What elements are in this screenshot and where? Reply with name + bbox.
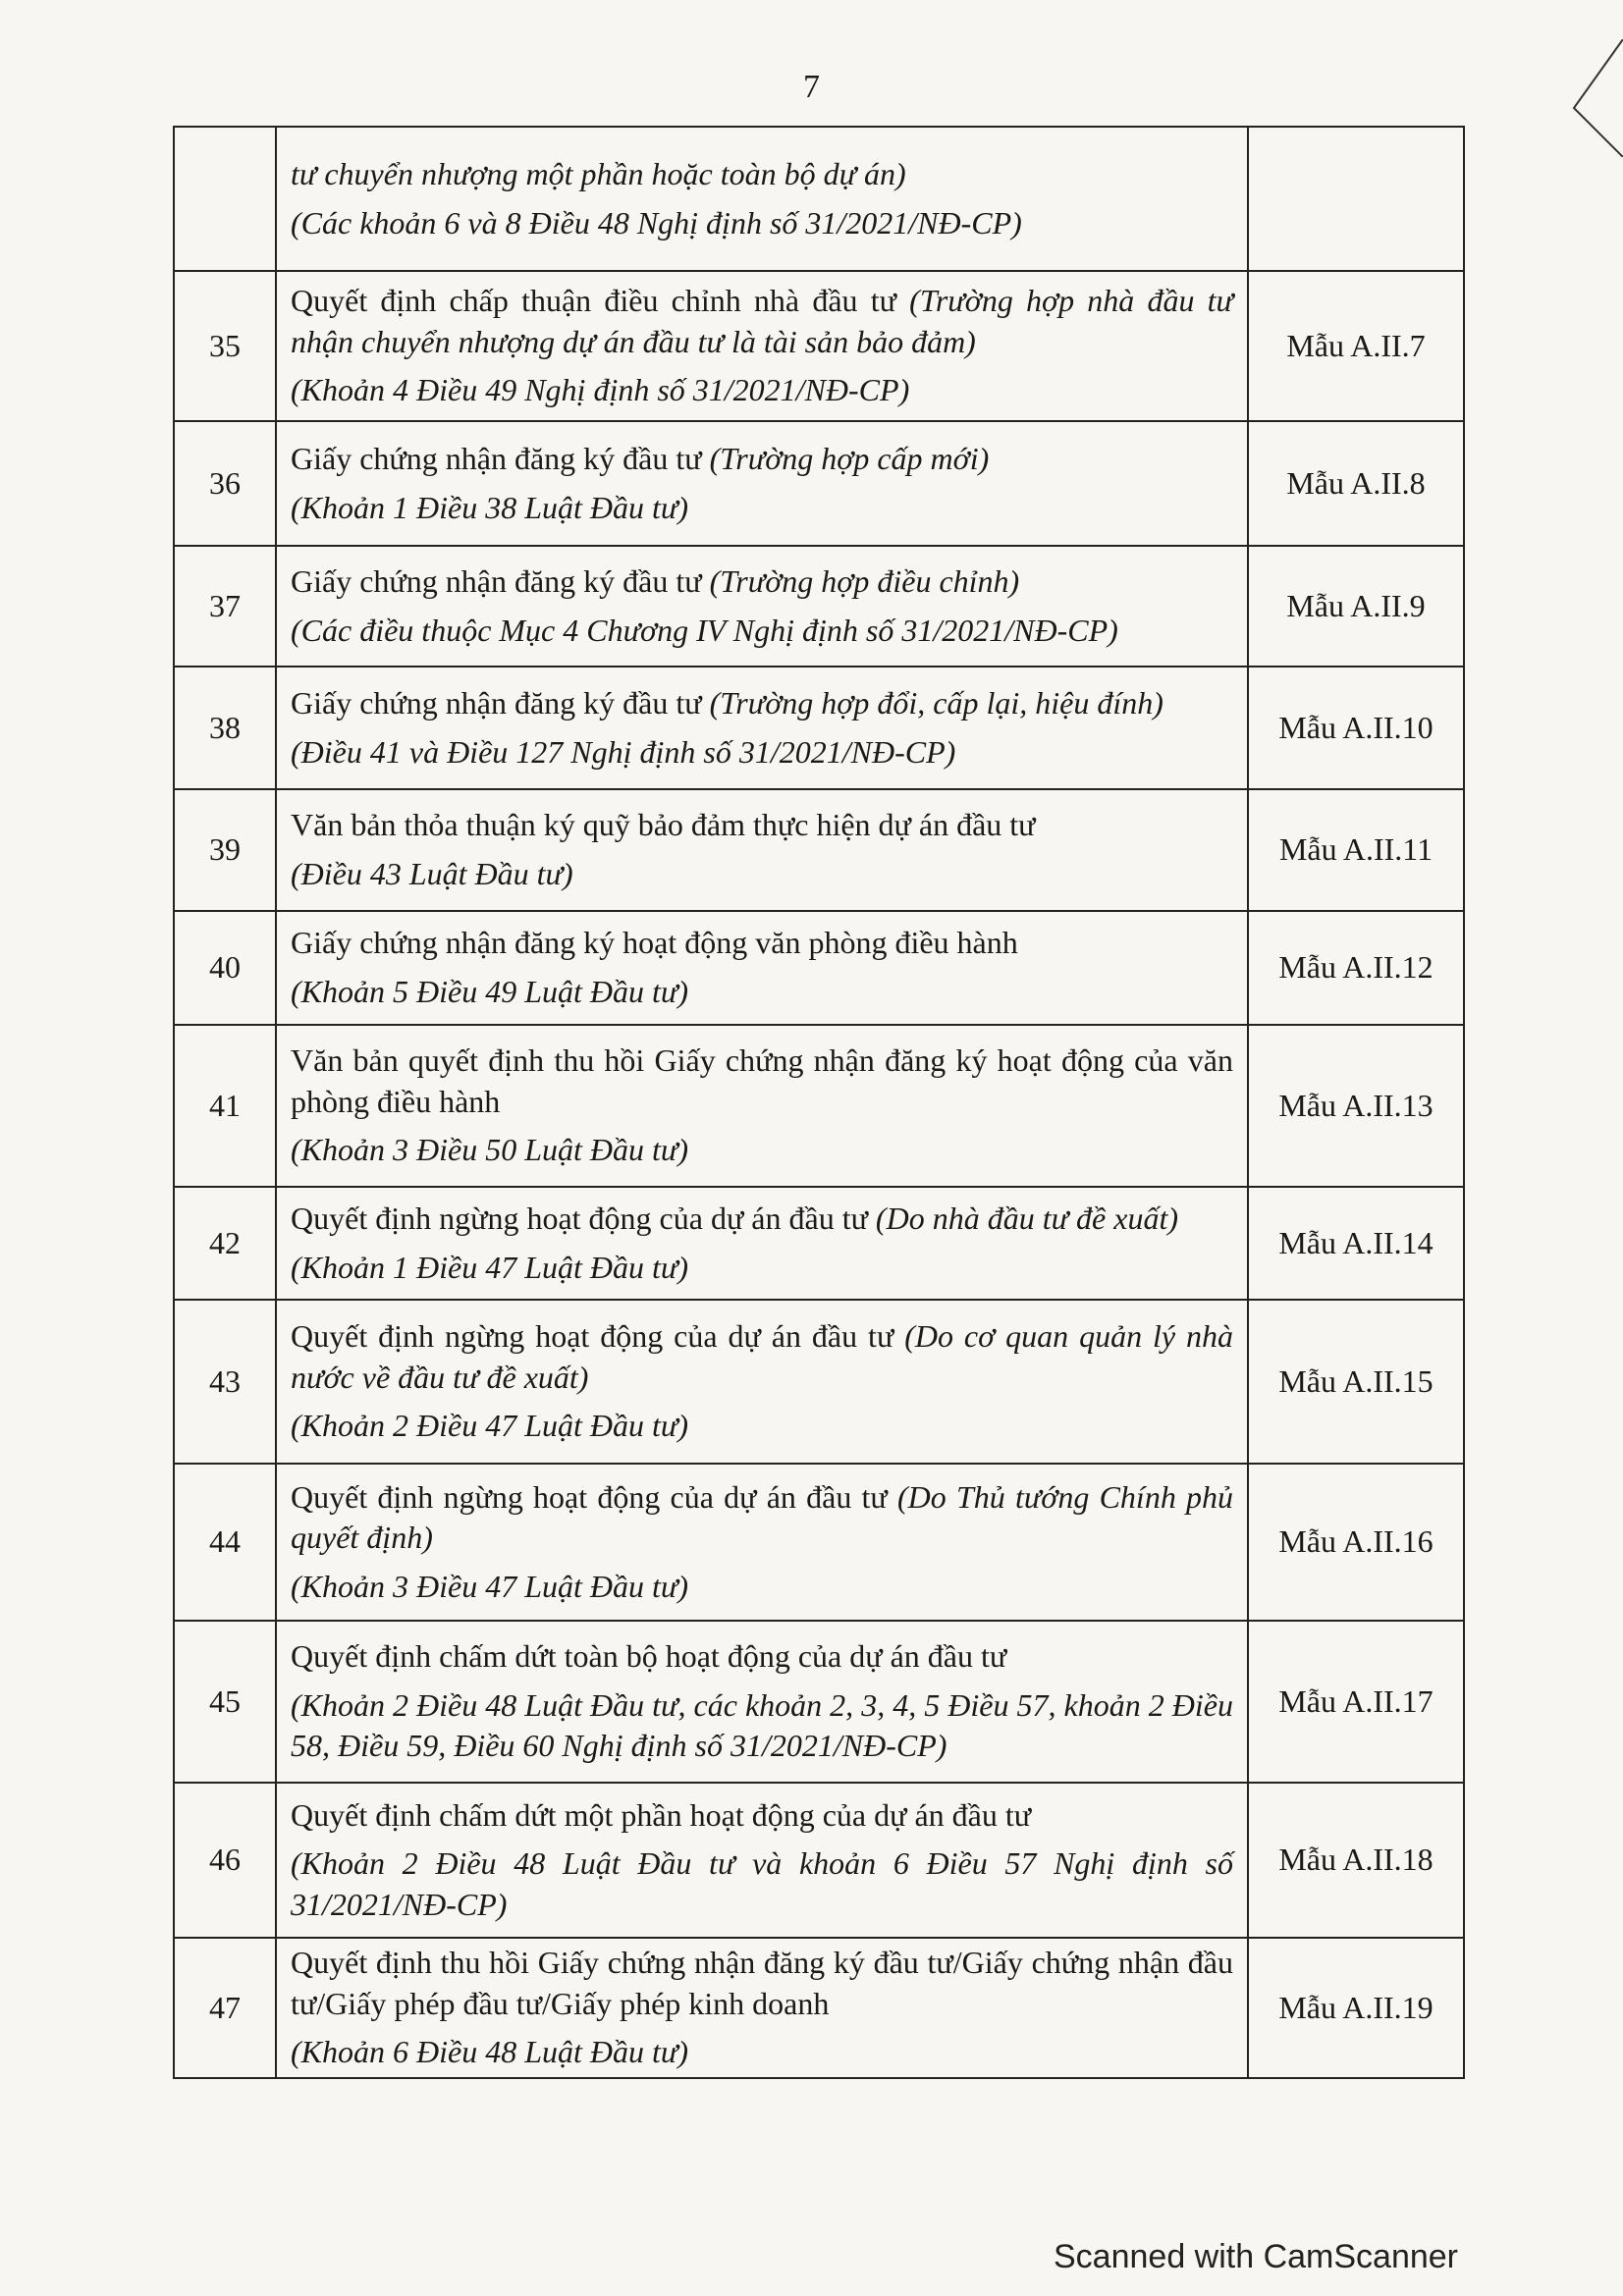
legal-reference: (Khoản 4 Điều 49 Nghị định số 31/2021/NĐ-CP) [291,372,910,408]
document-name: Giấy chứng nhận đăng ký đầu tư [291,562,702,599]
document-name: Quyết định chấm dứt toàn bộ hoạt động của dự án đầu tư [291,1638,1007,1675]
legal-reference: (Khoản 2 Điều 48 Luật Đầu tư, các khoản 2, 3, 4, 5 Điều 57, khoản 2 Điều 58, Điều 59, Điều 60 Nghị định số 31/2021/NĐ-CP) [291,1686,1233,1764]
legal-reference: (Khoản 6 Điều 48 Luật Đầu tư) [291,2034,688,2070]
table-row [174,546,1464,667]
document-name: Giấy chứng nhận đăng ký đầu tư [291,684,702,721]
legal-reference: (Khoản 3 Điều 47 Luật Đầu tư) [291,1568,688,1604]
form-code: Mẫu A.II.11 [1248,789,1464,911]
table-row [174,1025,1464,1187]
table-row [174,789,1464,911]
form-code: Mẫu A.II.13 [1248,1025,1464,1187]
form-code: Mẫu A.II.8 [1248,421,1464,546]
legal-reference: (Khoản 2 Điều 48 Luật Đầu tư và khoản 6 Điều 57 Nghị định số 31/2021/NĐ-CP) [291,1845,1233,1922]
table-row [174,271,1464,421]
document-description [276,1187,1248,1300]
legal-reference: (Điều 41 và Điều 127 Nghị định số 31/2021/NĐ-CP) [291,733,956,770]
table-row [174,1187,1464,1300]
legal-reference: (Khoản 1 Điều 38 Luật Đầu tư) [291,489,688,525]
document-name: Quyết định chấp thuận điều chỉnh nhà đầu tư [291,283,896,319]
row-number: 41 [174,1025,276,1187]
document-name: Quyết định thu hồi Giấy chứng nhận đăng ký đầu tư/Giấy chứng nhận đầu tư/Giấy phép đầu tư/Giấy phép kinh doanh [291,1945,1233,2021]
document-name: Văn bản quyết định thu hồi Giấy chứng nhận đăng ký hoạt động của văn phòng điều hành [291,1042,1233,1119]
legal-reference: (Khoản 3 Điều 50 Luật Đầu tư) [291,1132,688,1168]
legal-reference: (Các khoản 6 và 8 Điều 48 Nghị định số 31/2021/NĐ-CP) [291,204,1022,240]
table-row [174,667,1464,789]
legal-reference: (Các điều thuộc Mục 4 Chương IV Nghị định số 31/2021/NĐ-CP) [291,612,1118,648]
form-code: Mẫu A.II.19 [1248,1938,1464,2078]
table-row [174,421,1464,546]
row-number: 44 [174,1464,276,1621]
document-note: (Do Thủ tướng Chính phủ quyết định) [291,1478,1234,1556]
row-number: 43 [174,1300,276,1464]
row-number: 35 [174,271,276,421]
document-name: Giấy chứng nhận đăng ký đầu tư [291,440,702,476]
document-description [276,127,1248,271]
forms-table [173,126,1465,2079]
document-note: (Trường hợp đổi, cấp lại, hiệu đính) [709,684,1163,721]
table-row [174,127,1464,271]
table-row [174,1938,1464,2078]
table-row [174,1300,1464,1464]
form-code: Mẫu A.II.18 [1248,1783,1464,1938]
form-code: Mẫu A.II.10 [1248,667,1464,789]
row-number: 38 [174,667,276,789]
row-number: 47 [174,1938,276,2078]
legal-reference: (Khoản 1 Điều 47 Luật Đầu tư) [291,1249,688,1285]
document-description [276,271,1248,421]
form-code: Mẫu A.II.7 [1248,271,1464,421]
document-description [276,1783,1248,1938]
row-number: 37 [174,546,276,667]
form-code: Mẫu A.II.14 [1248,1187,1464,1300]
row-number: 40 [174,911,276,1025]
document-description [276,421,1248,546]
legal-reference: (Điều 43 Luật Đầu tư) [291,856,573,891]
form-code: Mẫu A.II.15 [1248,1300,1464,1464]
legal-reference: (Khoản 2 Điều 47 Luật Đầu tư) [291,1408,688,1444]
form-code [1248,127,1464,271]
document-name: Quyết định chấm dứt một phần hoạt động của dự án đầu tư [291,1796,1032,1833]
document-description [276,911,1248,1025]
document-name: Quyết định ngừng hoạt động của dự án đầu tư [291,1478,888,1515]
row-number: 36 [174,421,276,546]
page-edge-mark [1564,39,1623,157]
document-note: (Trường hợp nhà đầu tư nhận chuyển nhượng dự án đầu tư là tài sản bảo đảm) [291,283,1234,359]
row-number: 39 [174,789,276,911]
document-description [276,1025,1248,1187]
table-row [174,1464,1464,1621]
document-description [276,1621,1248,1783]
row-number: 45 [174,1621,276,1783]
scanner-watermark: Scanned with CamScanner [1054,2238,1459,2275]
document-note: (Do cơ quan quản lý nhà nước về đầu tư đề xuất) [291,1318,1234,1395]
row-number: 42 [174,1187,276,1300]
document-description [276,1300,1248,1464]
document-description [276,1938,1248,2078]
table-row [174,1621,1464,1783]
document-name: Giấy chứng nhận đăng ký hoạt động văn phòng điều hành [291,925,1018,961]
document-name: Quyết định ngừng hoạt động của dự án đầu tư [291,1318,894,1355]
form-code: Mẫu A.II.9 [1248,546,1464,667]
row-number: 46 [174,1783,276,1938]
table-row [174,911,1464,1025]
document-name: Văn bản thỏa thuận ký quỹ bảo đảm thực hiện dự án đầu tư [291,807,1036,843]
table-row [174,1783,1464,1938]
document-description [276,667,1248,789]
row-number [174,127,276,271]
document-name: Quyết định ngừng hoạt động của dự án đầu tư [291,1200,868,1236]
document-description [276,1464,1248,1621]
document-note: (Do nhà đầu tư đề xuất) [875,1200,1178,1236]
form-code: Mẫu A.II.16 [1248,1464,1464,1621]
document-description [276,546,1248,667]
document-description [276,789,1248,911]
form-code: Mẫu A.II.12 [1248,911,1464,1025]
form-code: Mẫu A.II.17 [1248,1621,1464,1783]
document-note: (Trường hợp điều chỉnh) [709,562,1020,599]
legal-reference: (Khoản 5 Điều 49 Luật Đầu tư) [291,974,688,1009]
document-note: (Trường hợp cấp mới) [709,440,990,476]
page-number: 7 [803,69,820,105]
document-note: tư chuyển nhượng một phần hoặc toàn bộ dự án) [291,155,906,191]
